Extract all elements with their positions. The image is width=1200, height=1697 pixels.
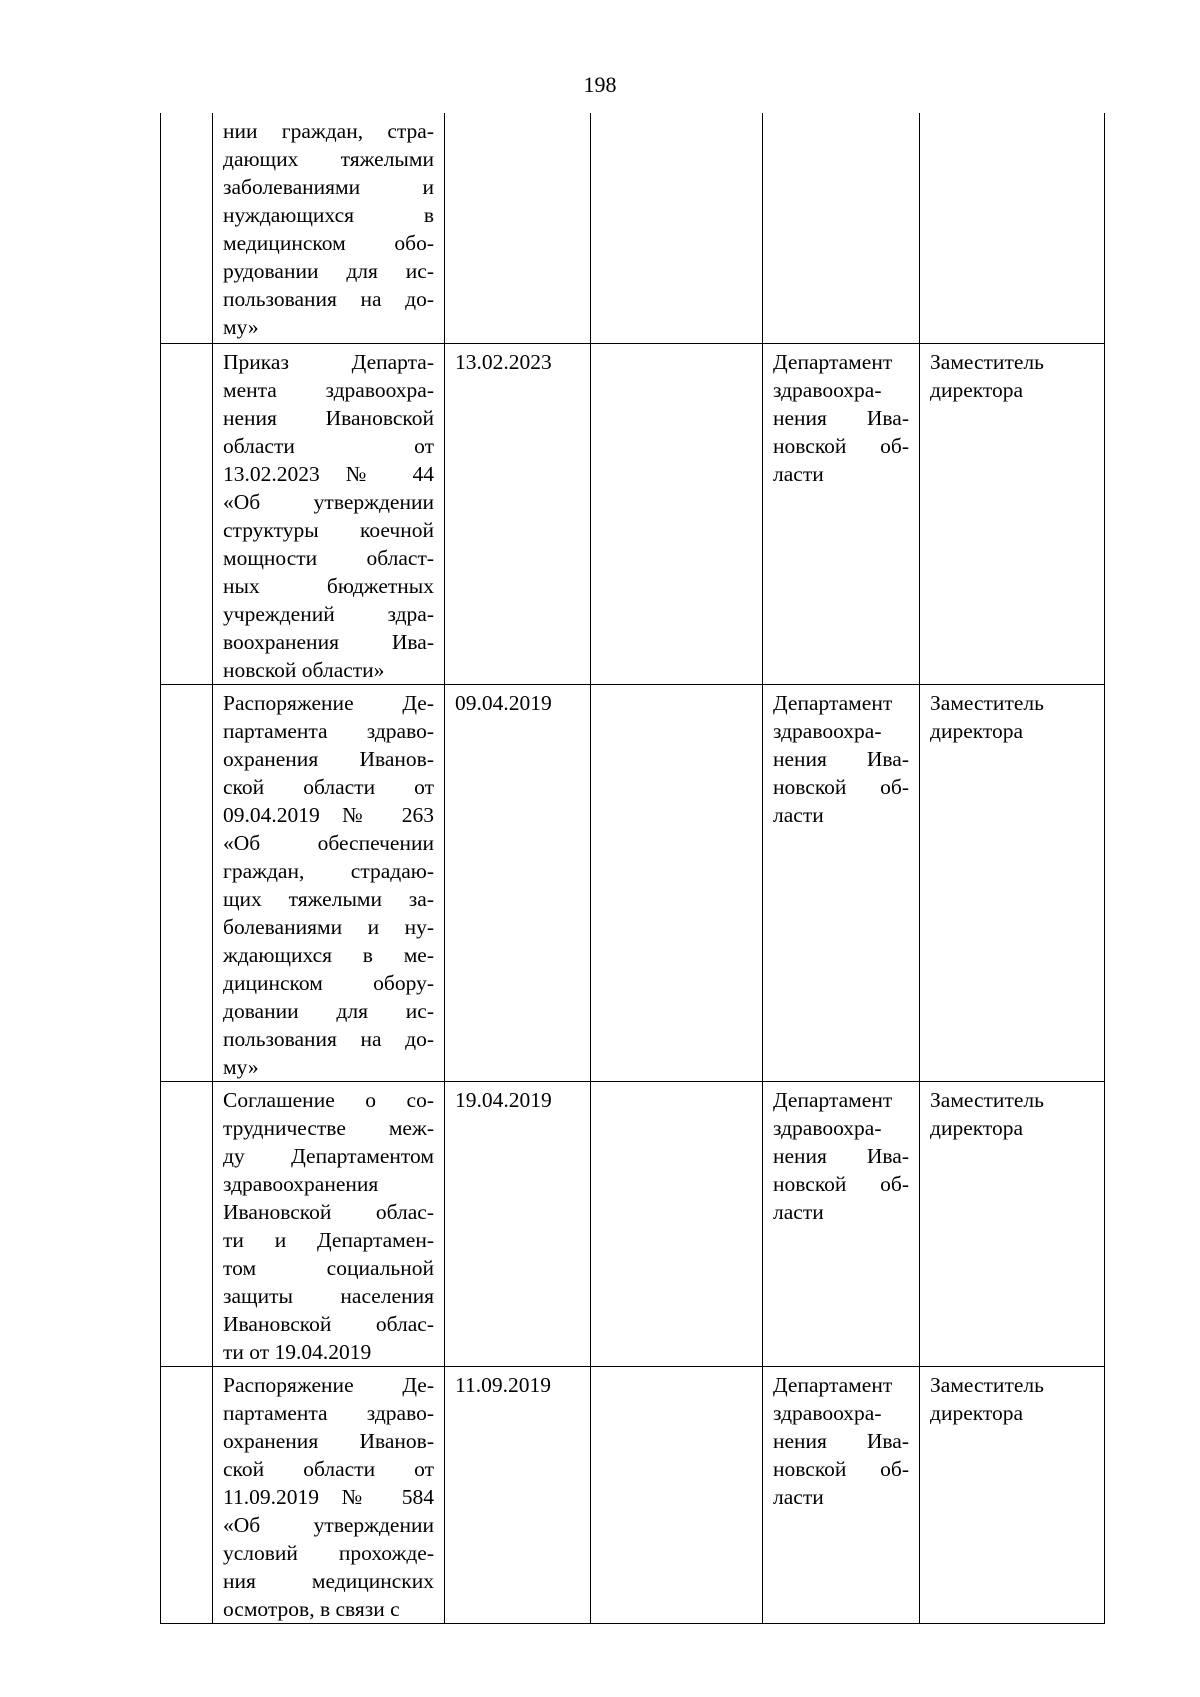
cell-line: нения Ива- — [773, 746, 909, 771]
document-cell — [213, 1081, 445, 1366]
cell-line: новской области» — [223, 657, 385, 682]
table-row — [161, 113, 1105, 343]
cell-line: здравоохра- — [773, 718, 882, 743]
cell-line: здравоохра- — [773, 1400, 882, 1425]
page-number: 198 — [583, 72, 617, 97]
cell-line: Распоряжение Де- — [223, 1372, 434, 1397]
cell-line: Заместитель — [930, 690, 1044, 715]
issuer-cell — [763, 113, 920, 343]
cell-line: ду Департаментом — [223, 1143, 434, 1168]
date-cell — [445, 113, 591, 343]
responsible-cell — [920, 113, 1105, 343]
responsible-cell — [920, 684, 1105, 1081]
cell-line: нуждающихся в — [223, 203, 434, 227]
cell-line: том социальной — [223, 1255, 434, 1280]
cell-line: «Об утверждении — [223, 489, 434, 514]
date-cell: 09.04.2019 — [445, 684, 591, 1081]
cell-line: условий прохожде- — [223, 1540, 434, 1565]
cell-line: ных бюджетных — [223, 573, 434, 598]
cell-line: дицинском обору- — [223, 970, 434, 995]
cell-line: болеваниями и ну- — [223, 914, 434, 939]
cell-line: нения Ива- — [773, 405, 909, 430]
cell-line: мощности област- — [223, 545, 434, 570]
cell-line: нения Ива- — [773, 1428, 909, 1453]
cell-line: ласти — [773, 1199, 824, 1224]
responsible-cell — [920, 1366, 1105, 1623]
responsible-cell — [920, 1081, 1105, 1366]
empty-cell — [591, 684, 763, 1081]
empty-cell — [591, 1081, 763, 1366]
cell-line: Департамент — [773, 1372, 893, 1397]
cell-line: Заместитель — [930, 1372, 1044, 1397]
table-row — [161, 343, 1105, 684]
cell-line: заболеваниями и — [223, 175, 434, 199]
cell-line: нии граждан, стра- — [223, 119, 434, 143]
cell-line: Департамент — [773, 1087, 893, 1112]
row-number-cell — [161, 113, 213, 343]
issuer-cell — [763, 1081, 920, 1366]
document-table — [160, 113, 1105, 1624]
cell-line: 13.02.2023 № 44 — [223, 461, 434, 486]
cell-line: ждающихся в ме- — [223, 942, 434, 967]
cell-line: здравоохранения — [223, 1171, 379, 1196]
cell-line: «Об обеспечении — [223, 830, 434, 855]
date-cell: 19.04.2019 — [445, 1081, 591, 1366]
cell-line: здравоохра- — [773, 377, 882, 402]
cell-line: Заместитель — [930, 1087, 1044, 1112]
date-cell: 11.09.2019 — [445, 1366, 591, 1623]
cell-line: ти от 19.04.2019 — [223, 1339, 372, 1364]
issuer-cell — [763, 1366, 920, 1623]
cell-line: Распоряжение Де- — [223, 690, 434, 715]
cell-line: ти и Департамен- — [223, 1227, 434, 1252]
cell-line: Ивановской облас- — [223, 1311, 434, 1336]
cell-line: новской об- — [773, 1456, 909, 1481]
table-row — [161, 1081, 1105, 1366]
cell-line: новской об- — [773, 774, 909, 799]
cell-line: Ивановской облас- — [223, 1199, 434, 1224]
cell-line: трудничестве меж- — [223, 1115, 434, 1140]
document-cell — [213, 1366, 445, 1623]
cell-line: му» — [223, 315, 259, 339]
cell-line: ласти — [773, 802, 824, 827]
cell-line: 09.04.2019 № 263 — [223, 802, 434, 827]
document-cell — [213, 684, 445, 1081]
cell-line: Приказ Департа- — [223, 349, 434, 374]
table-row — [161, 684, 1105, 1081]
responsible-cell — [920, 343, 1105, 684]
cell-line: директора — [930, 377, 1024, 402]
cell-line: дающих тяжелыми — [223, 147, 434, 171]
cell-line: пользования на до- — [223, 287, 434, 311]
cell-line: директора — [930, 718, 1024, 743]
cell-line: нения Ивановской — [223, 405, 434, 430]
cell-line: области от — [223, 433, 434, 458]
issuer-cell — [763, 684, 920, 1081]
table-row — [161, 1366, 1105, 1623]
cell-line: му» — [223, 1054, 259, 1079]
cell-line: здравоохра- — [773, 1115, 882, 1140]
date-cell: 13.02.2023 — [445, 343, 591, 684]
cell-line: охранения Иванов- — [223, 746, 434, 771]
cell-line: Департамент — [773, 690, 893, 715]
cell-line: граждан, страдаю- — [223, 858, 434, 883]
cell-line: нения Ива- — [773, 1143, 909, 1168]
cell-line: пользования на до- — [223, 1026, 434, 1051]
cell-line: щих тяжелыми за- — [223, 886, 434, 911]
cell-line: партамента здраво- — [223, 1400, 434, 1425]
cell-line: Заместитель — [930, 349, 1044, 374]
document-cell — [213, 113, 445, 343]
cell-line: ния медицинских — [223, 1568, 434, 1593]
cell-line: мента здравоохра- — [223, 377, 434, 402]
cell-line: осмотров, в связи с — [223, 1596, 400, 1621]
cell-line: медицинском обо- — [223, 231, 434, 255]
cell-line: директора — [930, 1400, 1024, 1425]
empty-cell — [591, 343, 763, 684]
row-number-cell — [161, 1366, 213, 1623]
cell-line: воохранения Ива- — [223, 629, 434, 654]
cell-line: охранения Иванов- — [223, 1428, 434, 1453]
empty-cell — [591, 113, 763, 343]
cell-line: новской об- — [773, 433, 909, 458]
cell-line: Департамент — [773, 349, 893, 374]
row-number-cell — [161, 343, 213, 684]
row-number-cell — [161, 1081, 213, 1366]
empty-cell — [591, 1366, 763, 1623]
document-cell — [213, 343, 445, 684]
cell-line: ской области от — [223, 1456, 434, 1481]
cell-line: новской об- — [773, 1171, 909, 1196]
cell-line: структуры коечной — [223, 517, 434, 542]
cell-line: 11.09.2019 № 584 — [223, 1484, 434, 1509]
cell-line: директора — [930, 1115, 1024, 1140]
cell-line: партамента здраво- — [223, 718, 434, 743]
cell-line: довании для ис- — [223, 998, 434, 1023]
cell-line: защиты населения — [223, 1283, 434, 1308]
cell-line: ласти — [773, 461, 824, 486]
cell-line: Соглашение о со- — [223, 1087, 434, 1112]
row-number-cell — [161, 684, 213, 1081]
cell-line: «Об утверждении — [223, 1512, 434, 1537]
table-body — [161, 113, 1105, 1623]
cell-line: ской области от — [223, 774, 434, 799]
cell-line: рудовании для ис- — [223, 259, 434, 283]
issuer-cell — [763, 343, 920, 684]
cell-line: ласти — [773, 1484, 824, 1509]
cell-line: учреждений здра- — [223, 601, 434, 626]
